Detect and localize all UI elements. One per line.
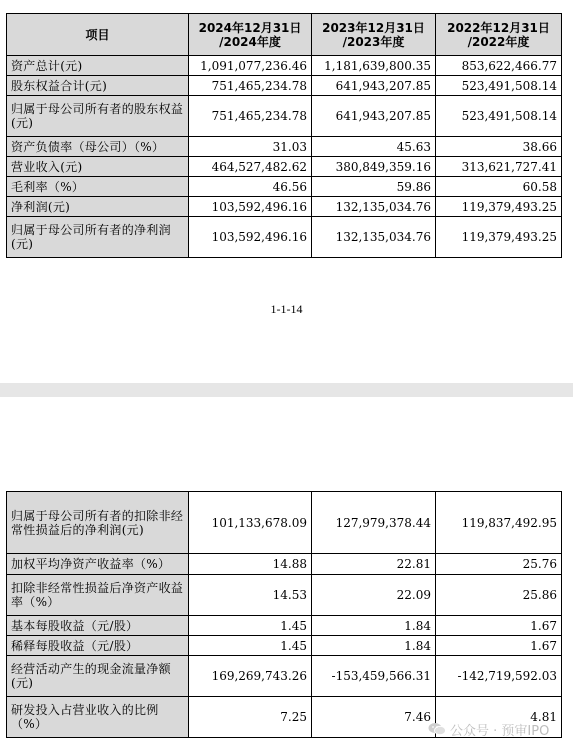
cell-value: 25.76 xyxy=(436,554,562,575)
cell-value: 853,622,466.77 xyxy=(436,56,562,76)
cell-value: 7.25 xyxy=(189,697,312,738)
cell-value: 751,465,234.78 xyxy=(189,76,312,96)
cell-value: 1.45 xyxy=(189,616,312,636)
cell-value: 1.84 xyxy=(312,636,436,656)
cell-value: 4.81 xyxy=(436,697,562,738)
cell-value: 119,837,492.95 xyxy=(436,492,562,554)
cell-value: 132,135,034.76 xyxy=(312,217,436,258)
wechat-icon xyxy=(428,722,446,736)
financial-summary-table xyxy=(6,13,562,258)
cell-value: 7.46 xyxy=(312,697,436,738)
cell-value: 523,491,508.14 xyxy=(436,96,562,137)
cell-value: 641,943,207.85 xyxy=(312,76,436,96)
cell-value: 119,379,493.25 xyxy=(436,197,562,217)
table-row xyxy=(7,217,562,258)
row-label: 基本每股收益（元/股） xyxy=(7,616,189,636)
cell-value: 101,133,678.09 xyxy=(189,492,312,554)
watermark-text: 公众号 · 预审IPO xyxy=(450,723,550,739)
table-row xyxy=(7,137,562,157)
cell-value: 641,943,207.85 xyxy=(312,96,436,137)
cell-value: 132,135,034.76 xyxy=(312,197,436,217)
cell-value: 46.56 xyxy=(189,177,312,197)
table-row xyxy=(7,197,562,217)
cell-value: 119,379,493.25 xyxy=(436,217,562,258)
cell-value: 464,527,482.62 xyxy=(189,157,312,177)
table-row xyxy=(7,177,562,197)
cell-value: 1.84 xyxy=(312,616,436,636)
table-row xyxy=(7,554,562,575)
cell-value: 169,269,743.26 xyxy=(189,656,312,697)
cell-value: 1,181,639,800.35 xyxy=(312,56,436,76)
cell-value: 751,465,234.78 xyxy=(189,96,312,137)
cell-value: 103,592,496.16 xyxy=(189,197,312,217)
cell-value: 60.58 xyxy=(436,177,562,197)
cell-value: -142,719,592.03 xyxy=(436,656,562,697)
table-row xyxy=(7,636,562,656)
row-label: 归属于母公司所有者的扣除非经常性损益后的净利润(元) xyxy=(7,492,189,554)
cell-value: 1.45 xyxy=(189,636,312,656)
row-label: 毛利率（%） xyxy=(7,177,189,197)
cell-value: 59.86 xyxy=(312,177,436,197)
table-row xyxy=(7,76,562,96)
row-label: 扣除非经常性损益后净资产收益率（%） xyxy=(7,575,189,616)
cell-value: 380,849,359.16 xyxy=(312,157,436,177)
table-row xyxy=(7,56,562,76)
cell-value: 313,621,727.41 xyxy=(436,157,562,177)
cell-value: 22.09 xyxy=(312,575,436,616)
cell-value: 45.63 xyxy=(312,137,436,157)
row-label: 资产总计(元) xyxy=(7,56,189,76)
header-2024: 2024年12月31日 /2024年度 xyxy=(189,14,312,56)
row-label: 归属于母公司所有者的股东权益(元) xyxy=(7,96,189,137)
row-label: 资产负债率（母公司）（%） xyxy=(7,137,189,157)
cell-value: -153,459,566.31 xyxy=(312,656,436,697)
row-label: 稀释每股收益（元/股） xyxy=(7,636,189,656)
row-label: 净利润(元) xyxy=(7,197,189,217)
cell-value: 1.67 xyxy=(436,636,562,656)
page-number: 1-1-14 xyxy=(270,302,303,316)
financial-summary-table-continued xyxy=(6,491,562,738)
cell-value: 523,491,508.14 xyxy=(436,76,562,96)
table-row xyxy=(7,575,562,616)
cell-value: 103,592,496.16 xyxy=(189,217,312,258)
cell-value: 38.66 xyxy=(436,137,562,157)
row-label: 股东权益合计(元) xyxy=(7,76,189,96)
watermark xyxy=(428,718,549,740)
cell-value: 22.81 xyxy=(312,554,436,575)
row-label: 归属于母公司所有者的净利润(元) xyxy=(7,217,189,258)
header-item: 项目 xyxy=(7,14,189,56)
cell-value: 127,979,378.44 xyxy=(312,492,436,554)
header-2023: 2023年12月31日 /2023年度 xyxy=(312,14,436,56)
cell-value: 25.86 xyxy=(436,575,562,616)
table-row xyxy=(7,656,562,697)
table-header-row xyxy=(7,14,562,56)
row-label: 经营活动产生的现金流量净额(元) xyxy=(7,656,189,697)
page-separator xyxy=(0,383,573,397)
cell-value: 1.67 xyxy=(436,616,562,636)
table-row xyxy=(7,157,562,177)
row-label: 营业收入(元) xyxy=(7,157,189,177)
header-2022: 2022年12月31日 /2022年度 xyxy=(436,14,562,56)
cell-value: 1,091,077,236.46 xyxy=(189,56,312,76)
table-row xyxy=(7,492,562,554)
row-label: 加权平均净资产收益率（%） xyxy=(7,554,189,575)
cell-value: 14.88 xyxy=(189,554,312,575)
table-row xyxy=(7,96,562,137)
row-label: 研发投入占营业收入的比例（%） xyxy=(7,697,189,738)
cell-value: 14.53 xyxy=(189,575,312,616)
cell-value: 31.03 xyxy=(189,137,312,157)
table-row xyxy=(7,616,562,636)
